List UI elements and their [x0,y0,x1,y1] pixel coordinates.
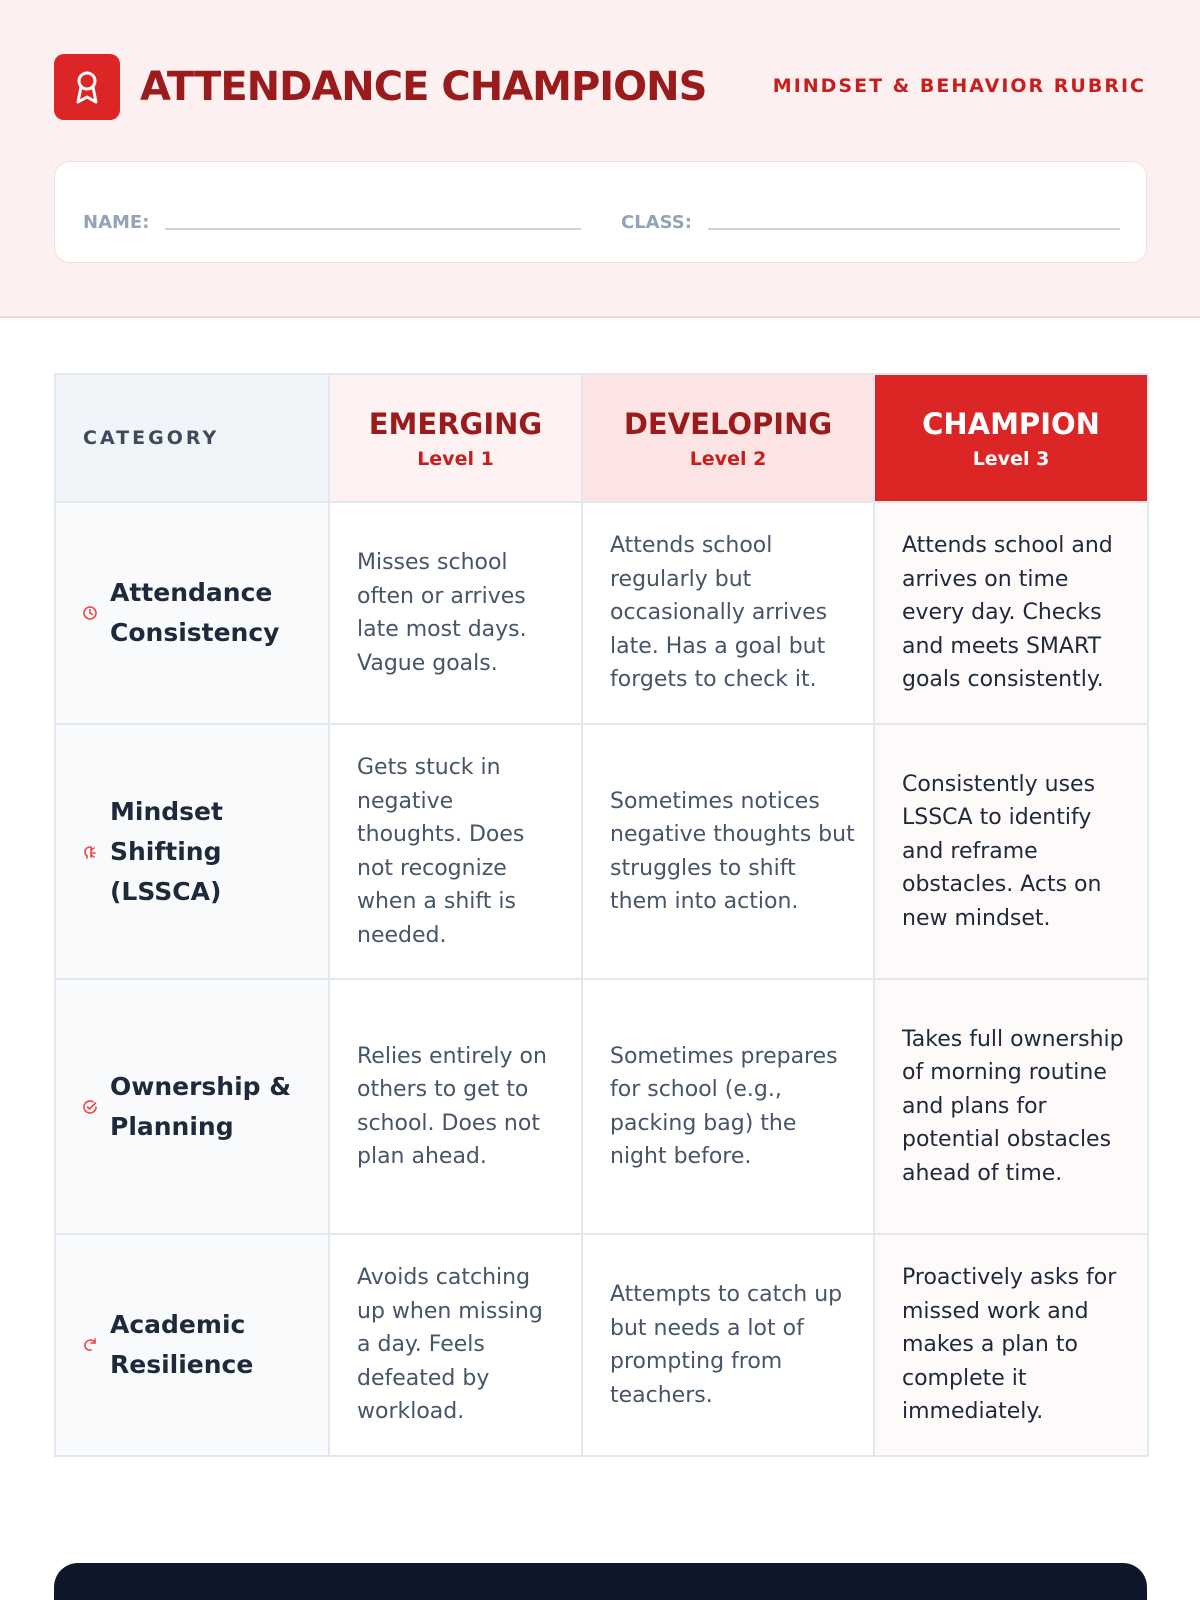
emerging-cell: Avoids catching up when missing a day. Feels defeated by workload. [329,1234,582,1456]
clock-icon [82,605,98,621]
page-title: ATTENDANCE CHAMPIONS [140,64,707,110]
developing-cell: Attempts to catch up but needs a lot of prompting from teachers. [582,1234,874,1456]
developing-cell: Attends school regularly but occasionally arrives late. Has a goal but forgets to check it. [582,502,874,724]
rubric-header-row [55,374,1148,502]
category-cell [55,1234,329,1456]
category-label: Academic Resilience [110,1310,254,1379]
brain-icon [82,844,98,860]
champion-cell: Takes full ownership of morning routine and plans for potential obstacles ahead of time. [874,979,1148,1234]
level-header-champion [874,374,1148,502]
redo-arrow-icon [82,1337,98,1353]
table-row [55,724,1148,979]
category-label: Ownership & Planning [110,1071,292,1141]
name-field[interactable] [165,228,581,230]
level-number: Level 2 [689,448,767,470]
emerging-cell: Gets stuck in negative thoughts. Does not recognize when a shift is needed. [329,724,582,979]
table-row [55,1234,1148,1456]
table-row [55,979,1148,1234]
level-header-emerging [329,374,582,502]
check-circle-icon [82,1099,98,1115]
developing-cell: Sometimes prepares for school (e.g., packing bag) the night before. [582,979,874,1234]
category-header: CATEGORY [55,374,329,502]
page-subtitle: MINDSET & BEHAVIOR RUBRIC [772,75,1146,97]
champion-cell: Proactively asks for missed work and makes a plan to complete it immediately. [874,1234,1148,1456]
level-number: Level 3 [972,448,1050,470]
category-cell [55,502,329,724]
category-label: Mindset Shifting (LSSCA) [110,796,223,906]
emerging-cell: Relies entirely on others to get to school. Does not plan ahead. [329,979,582,1234]
category-label: Attendance Consistency [110,578,280,647]
student-info-card [54,161,1147,263]
award-ribbon-icon [54,54,120,120]
champion-cell: Attends school and arrives on time every day. Checks and meets SMART goals consistently. [874,502,1148,724]
level-name: DEVELOPING [623,407,833,441]
developing-cell: Sometimes notices negative thoughts but struggles to shift them into action. [582,724,874,979]
class-field[interactable] [708,228,1120,230]
table-row [55,502,1148,724]
rubric-table [54,373,1149,1457]
emerging-cell: Misses school often or arrives late most days. Vague goals. [329,502,582,724]
level-name: CHAMPION [922,407,1100,441]
level-header-developing [582,374,874,502]
champion-cell: Consistently uses LSSCA to identify and reframe obstacles. Acts on new mindset. [874,724,1148,979]
category-cell [55,979,329,1234]
class-label: CLASS: [621,212,692,233]
name-label: NAME: [83,212,150,233]
category-cell [55,724,329,979]
level-number: Level 1 [417,448,494,470]
footer-bar [54,1563,1147,1600]
header-section [0,0,1200,318]
level-name: EMERGING [368,407,543,441]
